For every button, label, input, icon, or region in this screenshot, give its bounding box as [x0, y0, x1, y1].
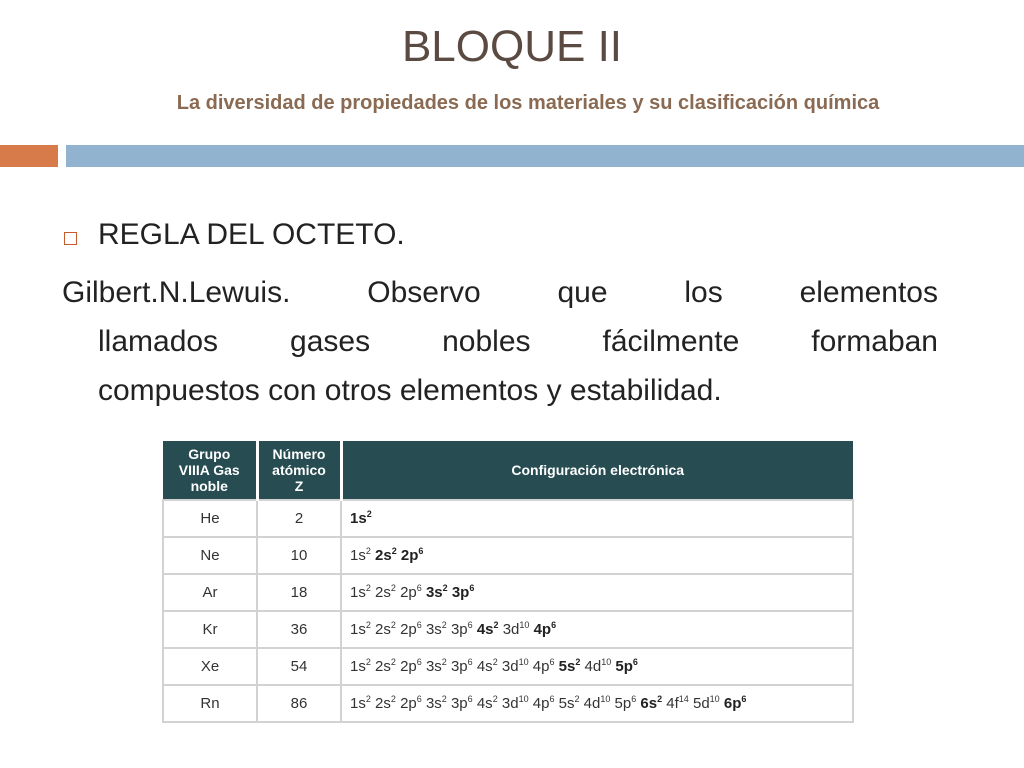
orbital-term: $4p^6$ — [533, 620, 557, 638]
bullet-item — [64, 214, 944, 258]
orbital-term: $4s^2$ — [476, 657, 498, 675]
orbital-term: $4f^{14}$ — [666, 694, 689, 712]
element-symbol: Ne — [163, 537, 257, 574]
orbital-term: $4p^6$ — [532, 694, 555, 712]
orbital-term: $2p^6$ — [400, 546, 424, 564]
orbital-term: $2p^6$ — [400, 694, 422, 712]
element-symbol: Xe — [163, 648, 257, 685]
slide-subtitle: La diversidad de propiedades de los materiales y su clasificación química — [176, 92, 880, 114]
electron-configuration — [341, 685, 853, 722]
element-symbol: Rn — [163, 685, 257, 722]
orbital-term: $1s^2$ — [350, 657, 371, 675]
orbital-term: $3s^2$ — [425, 657, 447, 675]
orbital-term: $5p^6$ — [614, 694, 637, 712]
accent-bar-orange — [0, 145, 58, 167]
orbital-term: $1s^2$ — [350, 509, 372, 527]
electron-configuration — [341, 611, 853, 648]
electron-configuration — [341, 500, 853, 537]
table-row — [163, 685, 853, 722]
orbital-term: $2p^6$ — [400, 657, 422, 675]
table-row — [163, 611, 853, 648]
noble-gas-config-table — [162, 441, 854, 723]
orbital-term: $3p^6$ — [450, 694, 473, 712]
atomic-number: 36 — [257, 611, 341, 648]
orbital-term: $2s^2$ — [375, 657, 396, 675]
orbital-term: $3p^6$ — [450, 657, 473, 675]
square-bullet-icon — [64, 232, 77, 245]
orbital-term: $1s^2$ — [350, 694, 371, 712]
bullet-heading: REGLA DEL OCTETO. — [98, 218, 405, 251]
element-symbol: He — [163, 500, 257, 537]
orbital-term: $1s^2$ — [350, 583, 371, 601]
atomic-number: 54 — [257, 648, 341, 685]
table-row — [163, 574, 853, 611]
orbital-term: $4s^2$ — [476, 620, 499, 638]
orbital-term: $3p^6$ — [451, 583, 475, 601]
table-row — [163, 500, 853, 537]
orbital-term: $3s^2$ — [425, 694, 447, 712]
paragraph-line: compuestos con otros elementos y estabilidad. — [98, 374, 722, 407]
table-row — [163, 537, 853, 574]
accent-bar-blue — [66, 145, 1024, 167]
electron-configuration — [341, 537, 853, 574]
atomic-number: 2 — [257, 500, 341, 537]
table-header-row — [163, 441, 853, 500]
header-group: Grupo VIIIA Gas noble — [163, 441, 257, 500]
orbital-term: $4s^2$ — [476, 694, 498, 712]
electron-configuration — [341, 574, 853, 611]
header-configuration: Configuración electrónica — [341, 441, 853, 500]
orbital-term: $2s^2$ — [375, 694, 396, 712]
orbital-term: $5d^{10}$ — [692, 694, 720, 712]
orbital-term: $4d^{10}$ — [583, 694, 611, 712]
paragraph-line: llamados gases nobles fácilmente formaban — [98, 325, 938, 358]
slide-title: BLOQUE II — [401, 22, 623, 71]
atomic-number: 18 — [257, 574, 341, 611]
orbital-term: $3d^{10}$ — [501, 694, 529, 712]
orbital-term: $3s^2$ — [425, 620, 447, 638]
electron-configuration — [341, 648, 853, 685]
orbital-term: $5s^2$ — [558, 657, 581, 675]
orbital-term: $1s^2$ — [350, 620, 371, 638]
orbital-term: $6s^2$ — [640, 694, 663, 712]
orbital-term: $3p^6$ — [450, 620, 473, 638]
orbital-term: $3d^{10}$ — [501, 657, 529, 675]
paragraph-line: Gilbert.N.Lewuis. Observo que los elementos — [62, 276, 938, 309]
orbital-term: $5s^2$ — [558, 694, 580, 712]
orbital-term: $5p^6$ — [615, 657, 638, 675]
atomic-number: 10 — [257, 537, 341, 574]
orbital-term: $2s^2$ — [375, 583, 396, 601]
orbital-term: $2p^6$ — [400, 583, 422, 601]
orbital-term: $2s^2$ — [375, 620, 396, 638]
orbital-term: $3s^2$ — [425, 583, 448, 601]
element-symbol: Ar — [163, 574, 257, 611]
element-symbol: Kr — [163, 611, 257, 648]
atomic-number: 86 — [257, 685, 341, 722]
orbital-term: $1s^2$ — [350, 546, 371, 564]
orbital-term: $4p^6$ — [532, 657, 555, 675]
table-row — [163, 648, 853, 685]
orbital-term: $6p^6$ — [723, 694, 747, 712]
orbital-term: $3d^{10}$ — [502, 620, 530, 638]
orbital-term: $2s^2$ — [375, 546, 397, 564]
orbital-term: $4d^{10}$ — [584, 657, 612, 675]
body-paragraph — [62, 268, 938, 415]
orbital-term: $2p^6$ — [400, 620, 422, 638]
header-atomic-number: Número atómico Z — [257, 441, 341, 500]
